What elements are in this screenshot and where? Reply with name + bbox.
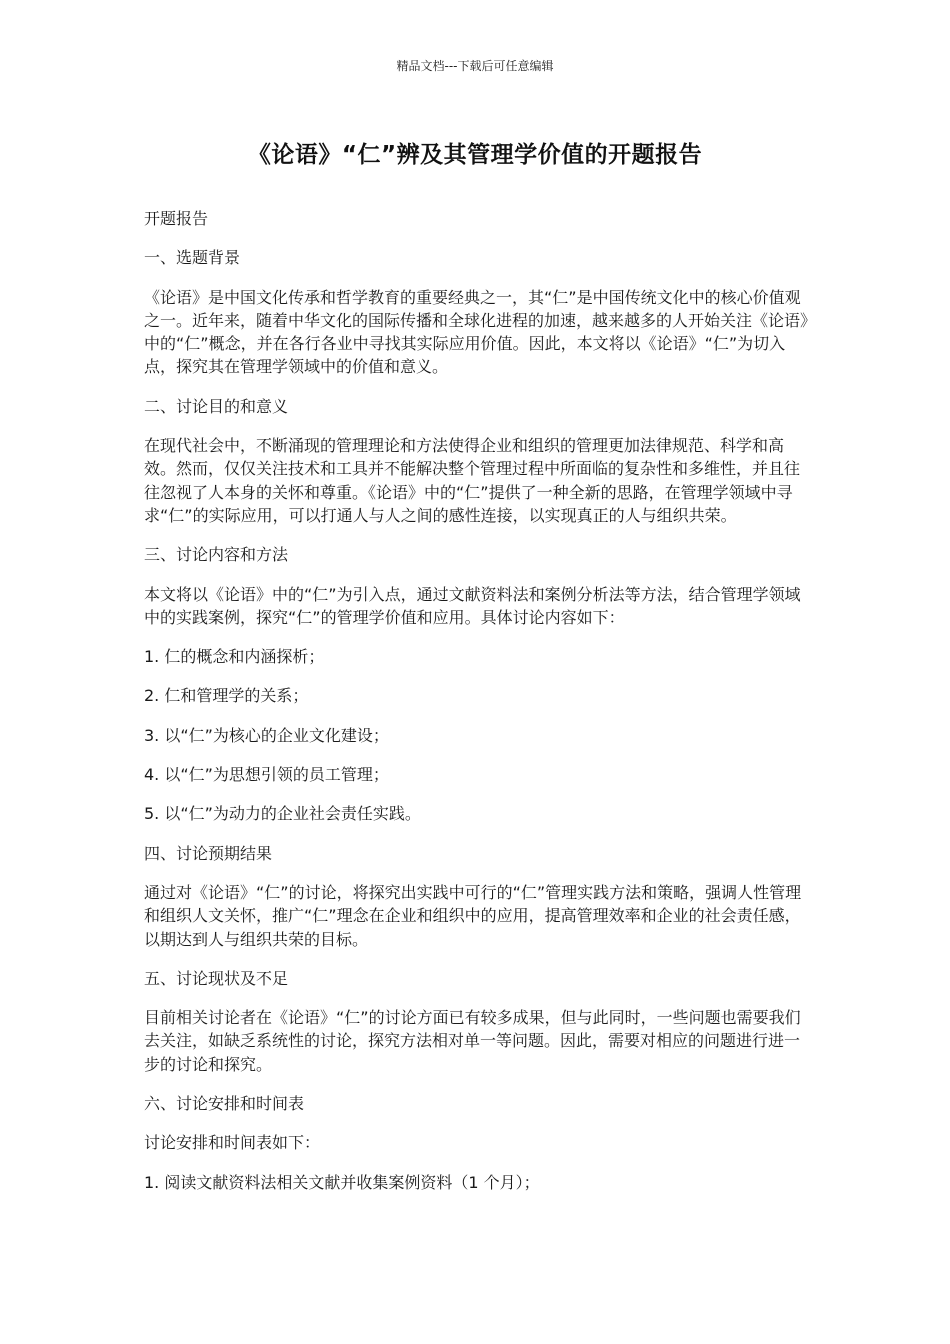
document-title: 《论语》“仁”辨及其管理学价值的开题报告	[247, 142, 703, 168]
paragraph-purpose: 在现代社会中，不断涌现的管理理论和方法使得企业和组织的管理更加法律规范、科学和高效。然而，仅仅关注技术和工具并不能解决整个管理过程中所面临的复杂性和多维性，并且往往忽视了人本身的关怀和尊重。《论语》中的“仁”提供了一种全新的思路，在管理学领域中寻求“仁”的实际应用，可以打通人与人之间的感性连接，以实现真正的人与组织共荣。	[144, 436, 801, 525]
list-item: 1. 仁的概念和内涵探析；	[144, 647, 325, 667]
paragraph-schedule: 讨论安排和时间表如下：	[144, 1133, 321, 1153]
paragraph-background: 《论语》是中国文化传承和哲学教育的重要经典之一，其“仁”是中国传统文化中的核心价值观之一。近年来，随着中华文化的国际传播和全球化进程的加速，越来越多的人开始关注《论语》中的“仁”概念，并在各行各业中寻找其实际应用价值。因此，本文将以《论语》“仁”为切入点，探究其在管理学领域中的价值和意义。	[144, 287, 809, 377]
header-note: 精品文档---下载后可任意编辑	[396, 59, 554, 73]
section-heading-background: 一、选题背景	[144, 248, 241, 268]
section-heading-content-method: 三、讨论内容和方法	[144, 545, 289, 565]
section-heading-schedule: 六、讨论安排和时间表	[144, 1094, 305, 1114]
paragraph-content-method: 本文将以《论语》中的“仁”为引入点，通过文献资料法和案例分析法等方法，结合管理学领域中的实践案例，探究“仁”的管理学价值和应用。具体讨论内容如下：	[144, 584, 801, 627]
list-item: 5. 以“仁”为动力的企业社会责任实践。	[144, 804, 421, 824]
paragraph-expected-results: 通过对《论语》“仁”的讨论，将探究出实践中可行的“仁”管理实践方法和策略，强调人性管理和组织人文关怀，推广“仁”理念在企业和组织中的应用，提高管理效率和企业的社会责任感，以期达到人与组织共荣的目标。	[144, 882, 802, 949]
paragraph-status: 目前相关讨论者在《论语》“仁”的讨论方面已有较多成果，但与此同时，一些问题也需要我们去关注，如缺乏系统性的讨论，探究方法相对单一等问题。因此，需要对相应的问题进行进一步的讨论和探究。	[144, 1008, 801, 1074]
report-label: 开题报告	[144, 209, 209, 228]
section-heading-purpose: 二、讨论目的和意义	[144, 396, 289, 416]
list-item: 3. 以“仁”为核心的企业文化建设；	[144, 725, 389, 745]
list-item: 2. 仁和管理学的关系；	[144, 686, 309, 706]
section-heading-expected-results: 四、讨论预期结果	[144, 843, 273, 863]
list-item: 4. 以“仁”为思想引领的员工管理；	[144, 765, 389, 785]
section-heading-status: 五、讨论现状及不足	[144, 968, 289, 988]
list-item: 1. 阅读文献资料法相关文献并收集案例资料（1 个月）；	[144, 1172, 540, 1192]
document-body	[144, 207, 809, 1210]
